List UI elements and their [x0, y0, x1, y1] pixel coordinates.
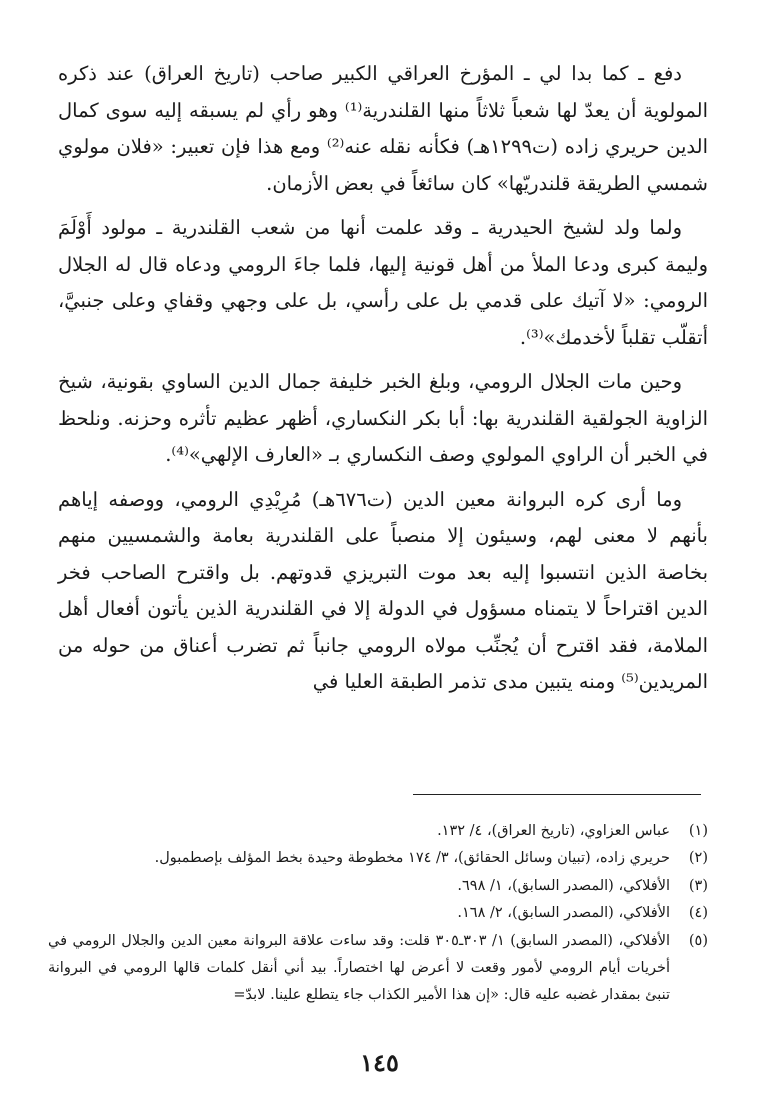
main-text [58, 56, 708, 701]
footnote-text: حريري زاده، (تبيان وسائل الحقائق)، ٣/ ١٧٤ مخطوطة وحيدة بخط المؤلف بإصطمبول. [154, 850, 670, 867]
page-number: ١٤٥ [360, 1048, 399, 1077]
footnotes [48, 818, 708, 1010]
footnote-divider [413, 794, 701, 795]
footnote-number: (٥) [688, 932, 708, 949]
footnote-2 [48, 845, 708, 872]
footnote-text: الأفلاكي، (المصدر السابق)، ١/ ٦٩٨. [457, 877, 670, 894]
footnote-1 [48, 818, 708, 845]
footnote-number: (٤) [688, 905, 708, 922]
footnote-text: الأفلاكي، (المصدر السابق)، ٢/ ١٦٨. [457, 905, 670, 922]
footnote-3 [48, 873, 708, 900]
paragraph-4: وما أرى كره البروانة معين الدين (ت٦٧٦هـ) مُرِيْدِي الرومي، ووصفه إياهم بأنهم لا معنى لهم، وسيئون إلا منصباً على القلندرية بعامة والشمسيين منهم بخاصة الذين انتسبوا إليه بعد موت التبريزي قدوتهم. بل واقترح الصاحب فخر الدين اقتراحاً لا يتمناه مسؤول في الدولة إلا في القلندرية الذين يأتون أفعال أهل الملامة، فقد اقترح أن يُجنِّب مولاه الرومي جانباً ثم تضرب أعناق من حوله من المريدين⁽⁵⁾ ومنه يتبين مدى تذمر الطبقة العليا في [58, 487, 708, 693]
footnote-5 [48, 928, 708, 1010]
paragraph-3: وحين مات الجلال الرومي، وبلغ الخبر خليفة جمال الدين الساوي بقونية، شيخ الزاوية الجولقية القلندرية بها: أبا بكر النكساري، أظهر عظيم تأثره وحزنه. ونلحظ في الخبر أن الراوي المولوي وصف النكساري بـ «العارف الإلهي»⁽⁴⁾. [58, 370, 708, 466]
paragraph-2: ولما ولد لشيخ الحيدرية ـ وقد علمت أنها من شعب القلندرية ـ مولود أَوْلَمَ وليمة كبرى ودعا الملأ من أهل قونية إليها، فلما جاءَ الرومي ودعاه قال له الجلال الرومي: «لا آتيك على قدمي بل على رأسي، بل على وجهي وقفاي وعلى جنبيَّ، أتقلّب تقلباً لأخدمك»⁽³⁾. [58, 216, 708, 349]
paragraph-1: دفع ـ كما بدا لي ـ المؤرخ العراقي الكبير صاحب (تاريخ العراق) عند ذكره المولوية أن يعدّ لها شعباً ثلاثاً منها القلندرية⁽¹⁾ وهو رأي لم يسبقه إليه سوى كمال الدين حريري زاده (ت١٢٩٩هـ) فكأنه نقله عنه⁽²⁾ ومع هذا فإن تعبير: «فلان مولوي شمسي الطريقة قلندريّها» كان سائغاً في بعض الأزمان. [58, 62, 708, 195]
footnote-4 [48, 900, 708, 927]
footnote-number: (٣) [688, 877, 708, 894]
footnote-text: الأفلاكي، (المصدر السابق) ١/ ٣٠٣ـ٣٠٥ قلت: وقد ساءت علاقة البروانة معين الدين والجلال الرومي في أخريات أيام الرومي لأمور وقعت لا أعرض لها اختصاراً. بيد أني أنقل كلمات قالها الرومي في البروانة تنبئ بمقدار غضبه عليه قال: «إن هذا الأمير الكذاب جاء يتطلع علينا. لابدّ= [48, 932, 670, 1004]
footnote-number: (١) [688, 823, 708, 839]
footnote-number: (٢) [688, 850, 708, 867]
footnote-text: عباس العزاوي، (تاريخ العراق)، ٤/ ١٣٢. [437, 823, 670, 839]
